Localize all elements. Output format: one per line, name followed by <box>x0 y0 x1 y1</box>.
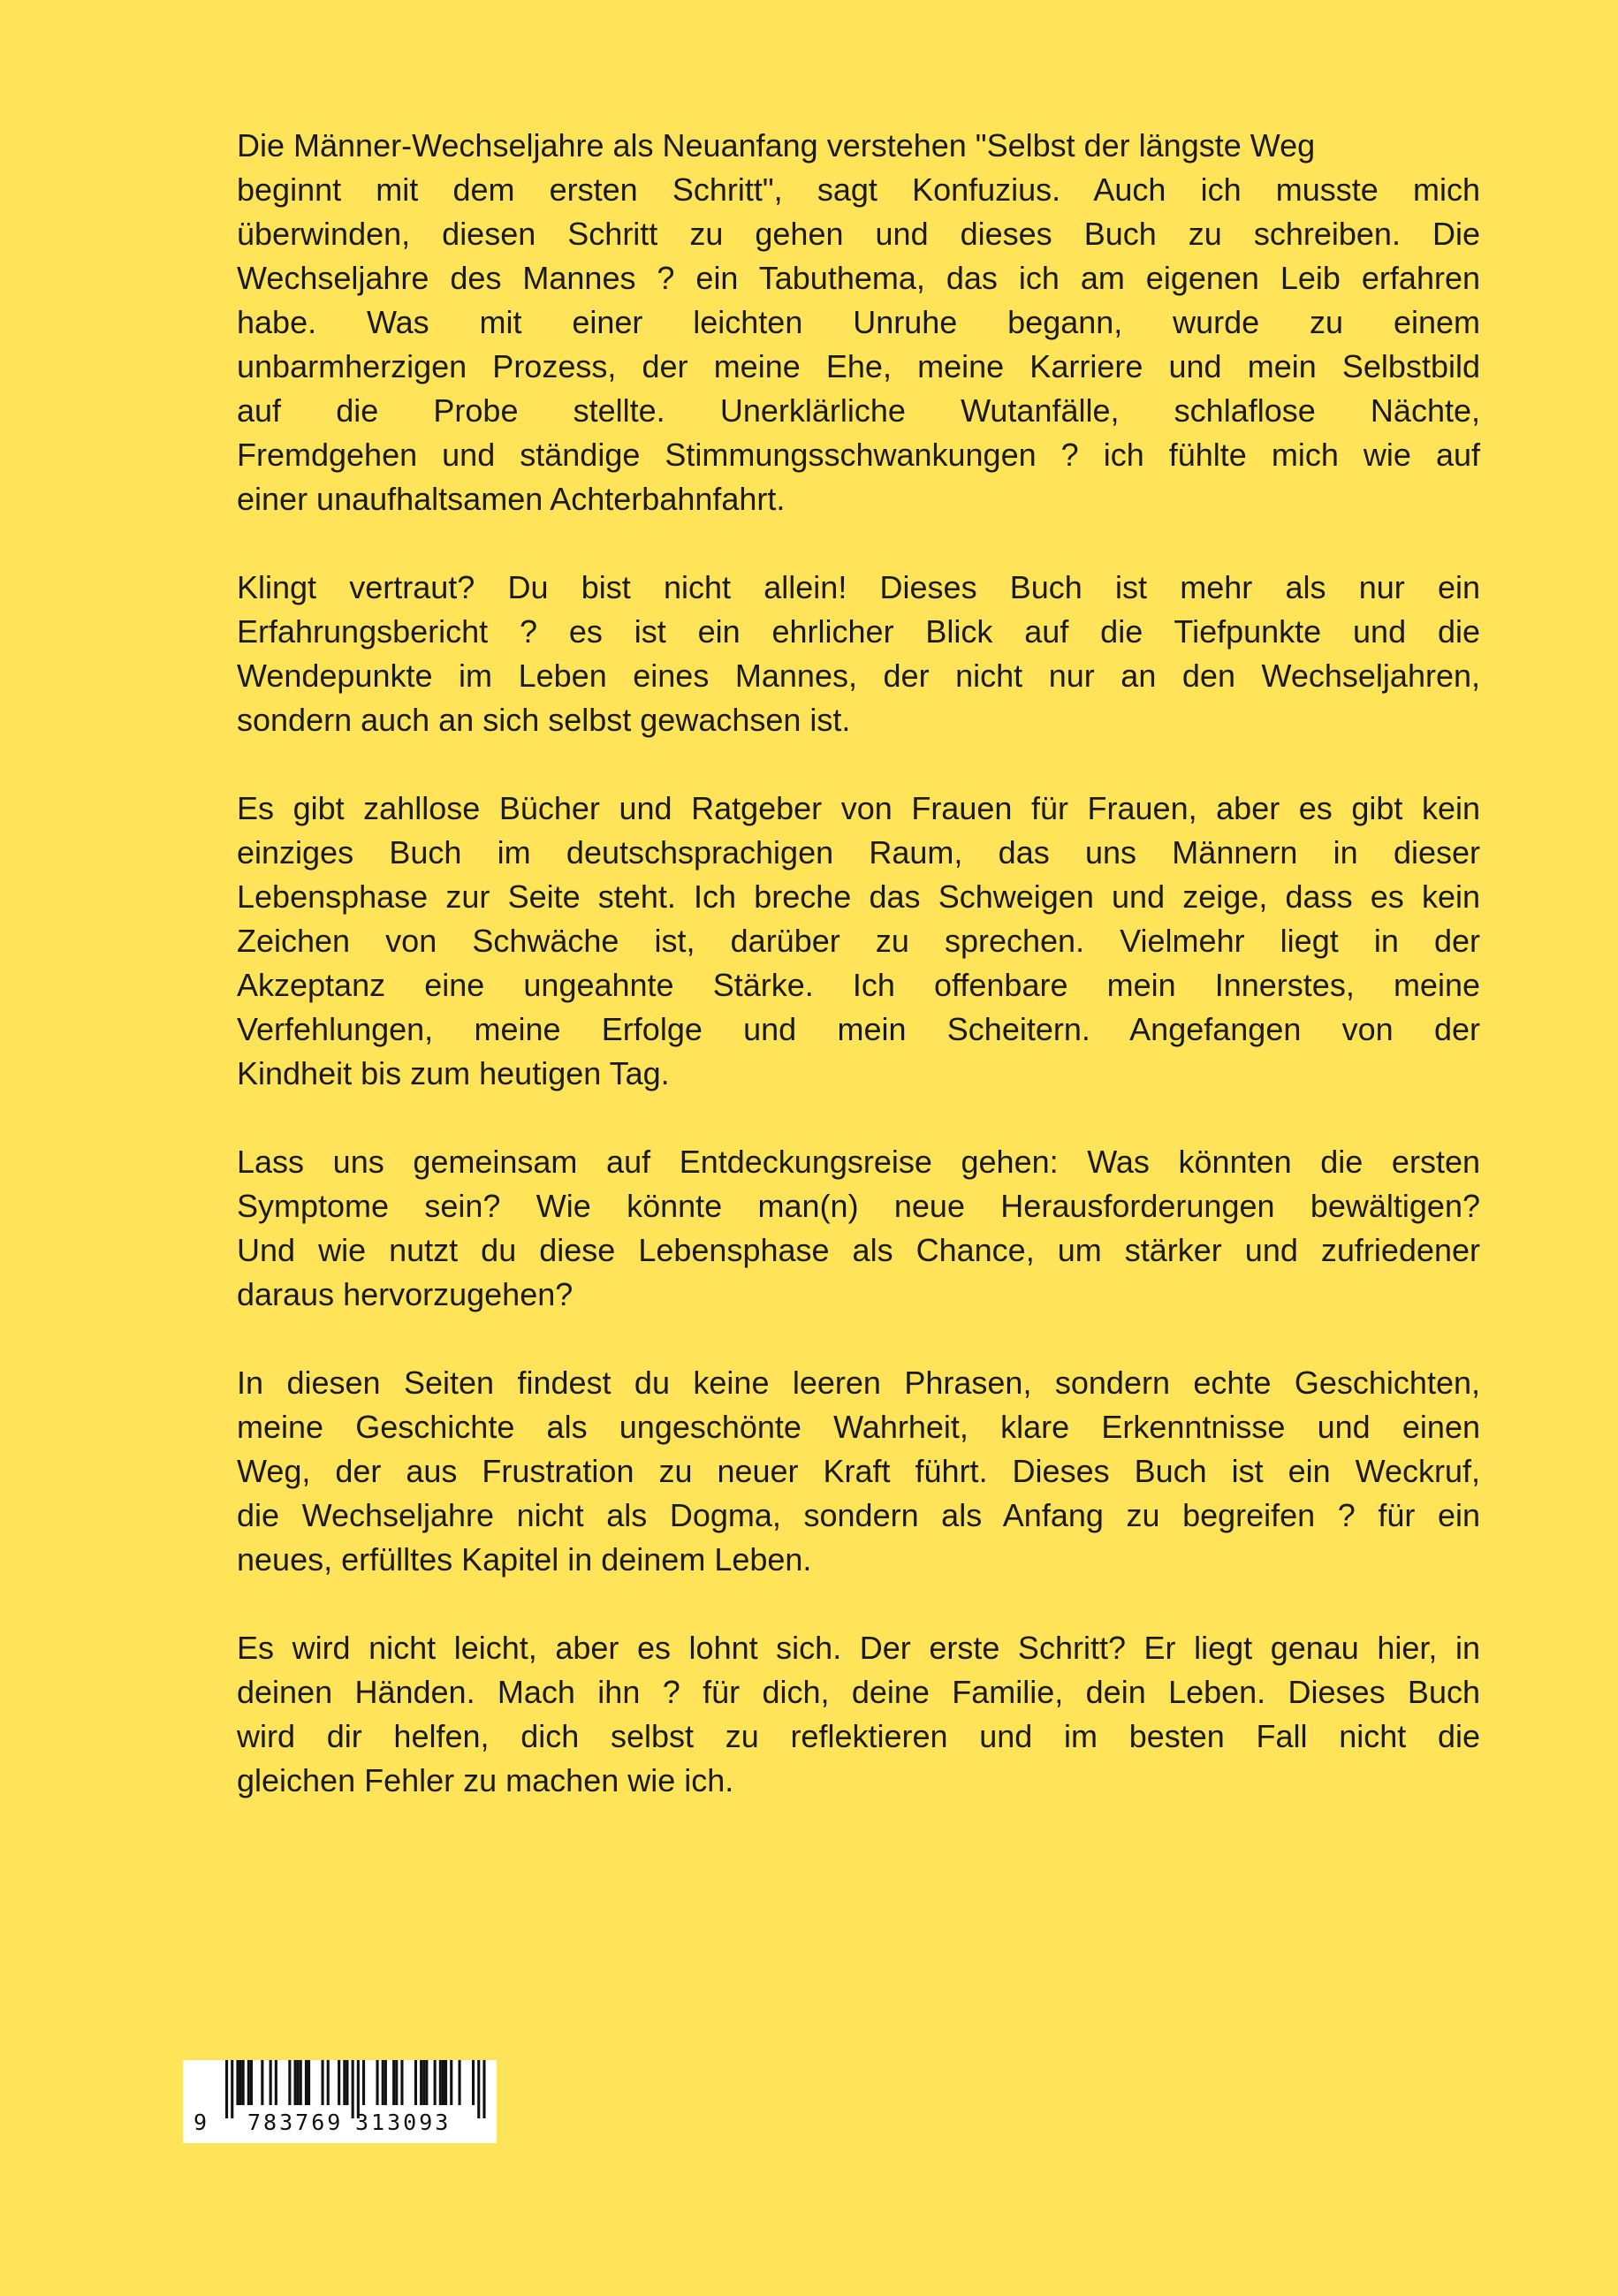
paragraph <box>237 787 1480 1096</box>
barcode-bar <box>288 2060 291 2105</box>
text-line: Symptome sein? Wie könnte man(n) neue Herausforderungen bewältigen? <box>237 1188 1480 1224</box>
barcode-bar <box>338 2060 340 2105</box>
text-line: Lebensphase zur Seite steht. Ich breche das Schweigen und zeige, dass es kein <box>237 878 1480 915</box>
text-line: beginnt mit dem ersten Schritt", sagt Konfuzius. Auch ich musste mich <box>237 171 1480 208</box>
text-line: Erfahrungsbericht ? es ist ein ehrlicher Blick auf die Tiefpunkte und die <box>237 613 1480 650</box>
text-line: die Wechseljahre nicht als Dogma, sondern als Anfang zu begreifen ? für ein <box>237 1497 1480 1533</box>
text-line: Zeichen von Schwäche ist, darüber zu sprechen. Vielmehr liegt in der <box>237 923 1480 959</box>
text-line: Klingt vertraut? Du bist nicht allein! Dieses Buch ist mehr als nur ein <box>237 569 1480 605</box>
barcode-bar <box>297 2060 300 2105</box>
text-line: einer unaufhaltsamen Achterbahnfahrt. <box>237 481 786 517</box>
paragraph <box>237 1626 1480 1803</box>
barcode-bar <box>261 2060 263 2105</box>
text-line: deinen Händen. Mach ihn ? für dich, deine Familie, dein Leben. Dieses Buch <box>237 1674 1480 1710</box>
barcode-left-digits: 783769 <box>247 2110 344 2135</box>
barcode-bar <box>384 2060 387 2105</box>
barcode-bar <box>392 2060 395 2105</box>
paragraph <box>237 1361 1480 1582</box>
text-line: Wechseljahre des Mannes ? ein Tabuthema, das ich am eigenen Leib erfahren <box>237 260 1480 296</box>
barcode-bar <box>343 2060 346 2105</box>
text-line: Kindheit bis zum heutigen Tag. <box>237 1055 670 1091</box>
text-line: Die Männer-Wechseljahre als Neuanfang verstehen "Selbst der längste Weg <box>237 127 1316 163</box>
barcode-bar <box>444 2060 447 2105</box>
isbn-barcode <box>183 2060 497 2143</box>
text-line: wird dir helfen, dich selbst zu reflektieren und im besten Fall nicht die <box>237 1718 1480 1754</box>
barcode-bar <box>382 2060 384 2105</box>
paragraph <box>237 124 1480 521</box>
text-line: Weg, der aus Frustration zu neuer Kraft führt. Dieses Buch ist ein Weckruf, <box>237 1453 1480 1489</box>
barcode-bar <box>322 2060 324 2105</box>
barcode-bar <box>275 2060 277 2105</box>
barcode-bar <box>236 2060 239 2105</box>
text-line: einziges Buch im deutschsprachigen Raum, das uns Männern in dieser <box>237 834 1480 871</box>
text-line: Akzeptanz eine ungeahnte Stärke. Ich offenbare mein Innerstes, meine <box>237 967 1480 1003</box>
barcode-first-digit: 9 <box>194 2110 210 2135</box>
barcode-bar <box>439 2060 442 2105</box>
text-line: In diesen Seiten findest du keine leeren Phrasen, sondern echte Geschichten, <box>237 1365 1480 1401</box>
text-line: Es gibt zahllose Bücher und Ratgeber von Frauen für Frauen, aber es gibt kein <box>237 790 1480 826</box>
text-line: Lass uns gemeinsam auf Entdeckungsreise gehen: Was könnten die ersten <box>237 1144 1480 1180</box>
barcode-bar <box>239 2060 242 2105</box>
barcode-bar <box>450 2060 452 2105</box>
text-line: Es wird nicht leicht, aber es lohnt sich. Der erste Schritt? Er liegt genau hier, in <box>237 1630 1480 1666</box>
barcode-bar <box>376 2060 379 2105</box>
text-line: Und wie nutzt du diese Lebensphase als Chance, um stärker und zufriedener <box>237 1232 1480 1268</box>
barcode-bar <box>362 2060 365 2105</box>
barcode-bar <box>231 2060 233 2118</box>
text-line: auf die Probe stellte. Unerklärliche Wutanfälle, schlaflose Nächte, <box>237 392 1480 429</box>
text-line: unbarmherzigen Prozess, der meine Ehe, meine Karriere und mein Selbstbild <box>237 348 1480 384</box>
barcode-bar <box>442 2060 444 2105</box>
text-line: überwinden, diesen Schritt zu gehen und dieses Buch zu schreiben. Die <box>237 216 1480 252</box>
text-line: Wendepunkte im Leben eines Mannes, der nicht nur an den Wechseljahren, <box>237 658 1480 694</box>
text-line: sondern auch an sich selbst gewachsen ist. <box>237 702 851 738</box>
barcode-bar <box>422 2060 425 2105</box>
barcode-bar <box>400 2060 403 2105</box>
barcode-bar <box>327 2060 330 2105</box>
barcode-bar <box>414 2060 417 2105</box>
back-cover-blurb <box>237 124 1480 1847</box>
barcode-bar <box>308 2060 310 2105</box>
text-line: Verfehlungen, meine Erfolge und mein Scheitern. Angefangen von der <box>237 1011 1480 1047</box>
barcode-bar <box>472 2060 475 2105</box>
paragraph <box>237 1140 1480 1317</box>
barcode-bar <box>434 2060 437 2105</box>
text-line: meine Geschichte als ungeschönte Wahrheit, klare Erkenntnisse und einen <box>237 1409 1480 1445</box>
text-line: daraus hervorzugehen? <box>237 1276 574 1312</box>
barcode-bar <box>250 2060 253 2105</box>
text-line: Fremdgehen und ständige Stimmungsschwankungen ? ich fühlte mich wie auf <box>237 437 1480 473</box>
barcode-bar <box>225 2060 228 2118</box>
barcode-bar <box>247 2060 250 2105</box>
barcode-bar <box>294 2060 297 2105</box>
barcode-bar <box>420 2060 422 2105</box>
text-line: habe. Was mit einer leichten Unruhe begann, wurde zu einem <box>237 304 1480 340</box>
barcode-bar <box>459 2060 461 2105</box>
barcode-bar <box>425 2060 428 2105</box>
text-line: gleichen Fehler zu machen wie ich. <box>237 1762 734 1798</box>
barcode-bar <box>300 2060 302 2105</box>
barcode-bar <box>395 2060 398 2105</box>
barcode-bar <box>482 2060 485 2118</box>
barcode-right-digits: 313093 <box>355 2110 452 2135</box>
paragraph <box>237 566 1480 742</box>
barcode-bar <box>346 2060 348 2105</box>
barcode-bar <box>242 2060 245 2105</box>
barcode-bar <box>305 2060 308 2105</box>
text-line: neues, erfülltes Kapitel in deinem Leben. <box>237 1541 812 1578</box>
barcode-bar <box>477 2060 480 2118</box>
barcode-bar <box>352 2060 354 2118</box>
barcode-bar <box>270 2060 272 2105</box>
